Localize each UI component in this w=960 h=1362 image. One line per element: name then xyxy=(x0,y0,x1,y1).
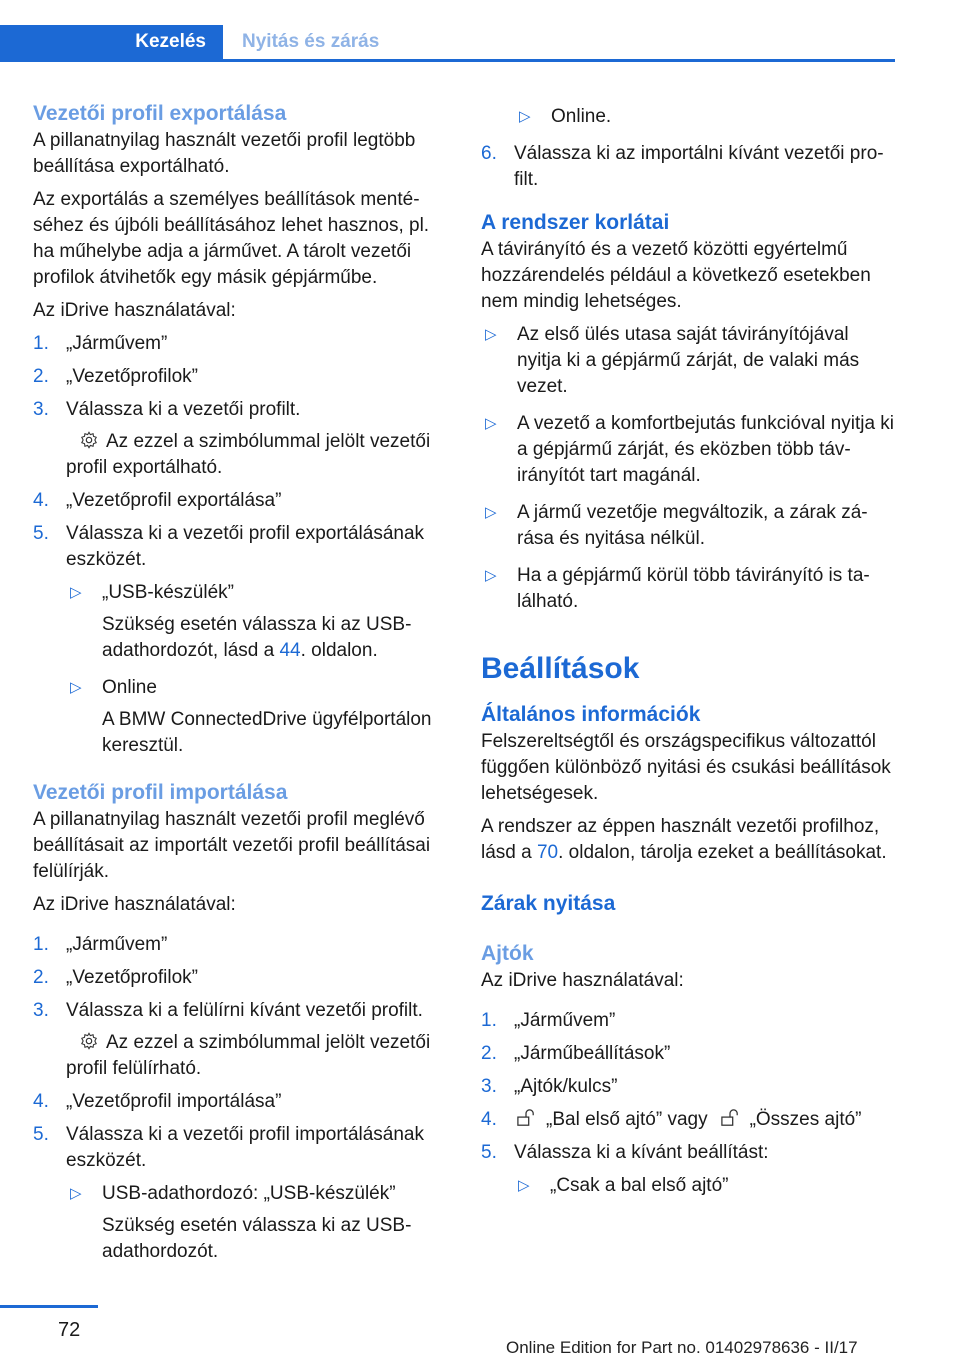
locks-section-title: Zárak nyitása xyxy=(481,892,616,915)
step-text: Válassza ki a vezetői profilt. xyxy=(66,399,301,420)
option-title: USB-adathordozó: „USB-készülék” xyxy=(102,1183,396,1204)
step-text: „Járműbeállítások” xyxy=(514,1043,671,1064)
triangle-bullet-icon: ▷ xyxy=(70,679,82,696)
step-number: 4. xyxy=(481,1109,497,1130)
list-item xyxy=(481,141,896,193)
import-paragraph-2: Az iDrive használatával: xyxy=(33,894,236,915)
paragraph-text: A rendszer az éppen használt vezetői profilhoz, lásd a xyxy=(481,816,880,863)
right-column xyxy=(481,100,896,1210)
list-item xyxy=(33,364,453,390)
note-text: Az ezzel a szimbólummal jelölt vezetői profil felülírható. xyxy=(66,1032,431,1079)
step-text: „Járművem” xyxy=(66,934,168,955)
tab-kezeles[interactable]: Kezelés xyxy=(0,25,223,59)
list-item xyxy=(481,1008,896,1034)
list-item xyxy=(514,1173,896,1199)
export-section-title: Vezetői profil exportálása xyxy=(33,102,287,125)
settings-chapter-title: Beállítások xyxy=(481,652,640,685)
option-title: Online. xyxy=(551,106,612,127)
list-item xyxy=(481,563,896,615)
option-note xyxy=(102,612,453,664)
doors-steps xyxy=(481,1008,896,1199)
triangle-bullet-icon: ▷ xyxy=(485,504,497,521)
doors-paragraph: Az iDrive használatával: xyxy=(481,970,684,991)
step-number: 1. xyxy=(33,934,49,955)
list-item xyxy=(33,331,453,357)
step-text: Válassza ki a felülírni kívánt vezetői profilt. xyxy=(66,1000,423,1021)
item-text: Az első ülés utasa saját távirányítójával nyitja ki a gépjármű zárját, de valaki más vezet. xyxy=(517,324,860,397)
step-number: 2. xyxy=(33,366,49,387)
page-link-70[interactable]: 70 xyxy=(536,842,559,863)
step-text: „Vezetőprofil exportálása” xyxy=(66,490,282,511)
export-paragraph-3: Az iDrive használatával: xyxy=(33,300,236,321)
option-title: Online xyxy=(102,677,157,698)
limits-list xyxy=(481,322,896,615)
note-text: Szükség esetén válassza ki az USB-adathordozót, lásd a xyxy=(102,614,412,661)
edition-footer: Online Edition for Part no. 01402978636 - II/17 xyxy=(506,1338,858,1357)
step-text: Válassza ki a vezetői profil exportálásának eszközét. xyxy=(66,523,425,570)
list-item xyxy=(66,580,453,664)
triangle-bullet-icon: ▷ xyxy=(485,567,497,584)
door-setting-options xyxy=(514,1173,896,1199)
general-info-title: Általános információk xyxy=(481,703,701,726)
gear-icon xyxy=(80,431,98,449)
import-section-title: Vezetői profil importálása xyxy=(33,781,288,804)
list-item xyxy=(481,1140,896,1199)
page-number: 72 xyxy=(58,1319,81,1341)
step-text: Válassza ki a vezetői profil importálásának eszközét. xyxy=(66,1124,425,1171)
left-column xyxy=(33,100,453,1276)
step-number: 3. xyxy=(33,399,49,420)
step-note xyxy=(66,429,453,481)
list-item xyxy=(33,998,453,1082)
continued-options xyxy=(481,104,896,130)
header-tab-bar xyxy=(0,25,895,62)
step-number: 2. xyxy=(33,967,49,988)
list-item xyxy=(481,500,896,552)
list-item xyxy=(481,1074,896,1100)
list-item xyxy=(33,488,453,514)
step-text: „Járművem” xyxy=(514,1010,616,1031)
note-text: . oldalon. xyxy=(300,640,378,661)
step-number: 1. xyxy=(481,1010,497,1031)
option-note: Szükség esetén válassza ki az USB-adathordozót. xyxy=(102,1215,412,1262)
list-item xyxy=(481,411,896,489)
step-number: 3. xyxy=(33,1000,49,1021)
item-text: A vezető a komfortbejutás funkcióval nyitja ki a gépjármű zárját, és eközben több távirányítót tart magánál. xyxy=(517,413,895,486)
tab-nyitas-es-zaras[interactable]: Nyitás és zárás xyxy=(242,31,380,52)
list-item xyxy=(33,1122,453,1265)
list-item xyxy=(481,104,896,130)
step-number: 4. xyxy=(33,490,49,511)
list-item xyxy=(481,1107,896,1133)
option-title: „USB-készülék” xyxy=(102,582,234,603)
export-paragraph-1: A pillanatnyilag használt vezetői profil legtöbb beállítása exportálható. xyxy=(33,130,416,177)
step-text: Válassza ki az importálni kívánt vezetői profilt. xyxy=(514,143,884,190)
doors-subsection-title: Ajtók xyxy=(481,942,534,965)
step-text: „Ajtók/kulcs” xyxy=(514,1076,618,1097)
step-number: 5. xyxy=(33,523,49,544)
step-number: 1. xyxy=(33,333,49,354)
limits-section-title: A rendszer korlátai xyxy=(481,211,670,234)
step-text: „Vezetőprofil importálása” xyxy=(66,1091,282,1112)
step-number: 4. xyxy=(33,1091,49,1112)
item-text: Ha a gépjármű körül több távirányító is található. xyxy=(517,565,870,612)
list-item xyxy=(33,932,453,958)
item-text: A jármű vezetője megváltozik, a zárak zárása és nyitása nélkül. xyxy=(517,502,868,549)
general-paragraph-2 xyxy=(481,814,896,866)
import-paragraph-1: A pillanatnyilag használt vezetői profil meglévő beállításait az importált vezetői profil beállításai felülírják. xyxy=(33,809,431,882)
step-note xyxy=(66,1030,453,1082)
gear-icon xyxy=(80,1032,98,1050)
general-paragraph-1: Felszereltségtől és országspecifikus változattól függően különböző nyitási és csukási beállítások lehetségesek. xyxy=(481,731,891,804)
step-text: „Vezetőprofilok” xyxy=(66,366,199,387)
limits-paragraph: A távirányító és a vezető közötti egyértelmű hozzárendelés például a következő esetekben nem mindig lehetséges. xyxy=(481,239,871,312)
triangle-bullet-icon: ▷ xyxy=(518,1177,530,1194)
list-item xyxy=(33,1089,453,1115)
step-number: 3. xyxy=(481,1076,497,1097)
list-item xyxy=(66,1181,453,1265)
triangle-bullet-icon: ▷ xyxy=(485,415,497,432)
export-device-options xyxy=(66,580,453,759)
list-item xyxy=(33,965,453,991)
list-item xyxy=(66,675,453,759)
unlock-icon xyxy=(516,1109,536,1127)
export-steps xyxy=(33,331,453,759)
step-text: „Összes ajtó” xyxy=(749,1109,862,1130)
step-number: 6. xyxy=(481,143,497,164)
option-note: A BMW ConnectedDrive ügyfélportálon keresztül. xyxy=(102,709,432,756)
triangle-bullet-icon: ▷ xyxy=(70,1185,82,1202)
triangle-bullet-icon: ▷ xyxy=(519,108,531,125)
list-item xyxy=(33,397,453,481)
import-steps-continued xyxy=(481,141,896,193)
step-number: 2. xyxy=(481,1043,497,1064)
export-paragraph-2: Az exportálás a személyes beállítások mentéséhez és újbóli beállításához lehet hasznos, pl. ha műhelybe adja a járművet. A tárolt vezetői profilok átvihetők egy másik gépjárműbe. xyxy=(33,189,430,288)
triangle-bullet-icon: ▷ xyxy=(485,326,497,343)
list-item xyxy=(481,1041,896,1067)
import-steps xyxy=(33,932,453,1265)
page-link-44[interactable]: 44 xyxy=(279,640,301,661)
option-title: „Csak a bal első ajtó” xyxy=(550,1175,729,1196)
triangle-bullet-icon: ▷ xyxy=(70,584,82,601)
step-number: 5. xyxy=(481,1142,497,1163)
unlock-icon xyxy=(720,1109,740,1127)
paragraph-text: . oldalon, tárolja ezeket a beállításokat. xyxy=(558,842,887,863)
note-text: Az ezzel a szimbólummal jelölt vezetői profil exportálható. xyxy=(66,431,431,478)
step-text: „Bal első ajtó” vagy xyxy=(546,1109,708,1130)
list-item xyxy=(33,521,453,759)
step-text: „Vezetőprofilok” xyxy=(66,967,199,988)
footer-rule xyxy=(0,1305,98,1308)
step-text: „Járművem” xyxy=(66,333,168,354)
import-device-options xyxy=(66,1181,453,1265)
list-item xyxy=(481,322,896,400)
step-text: Válassza ki a kívánt beállítást: xyxy=(514,1142,769,1163)
step-number: 5. xyxy=(33,1124,49,1145)
